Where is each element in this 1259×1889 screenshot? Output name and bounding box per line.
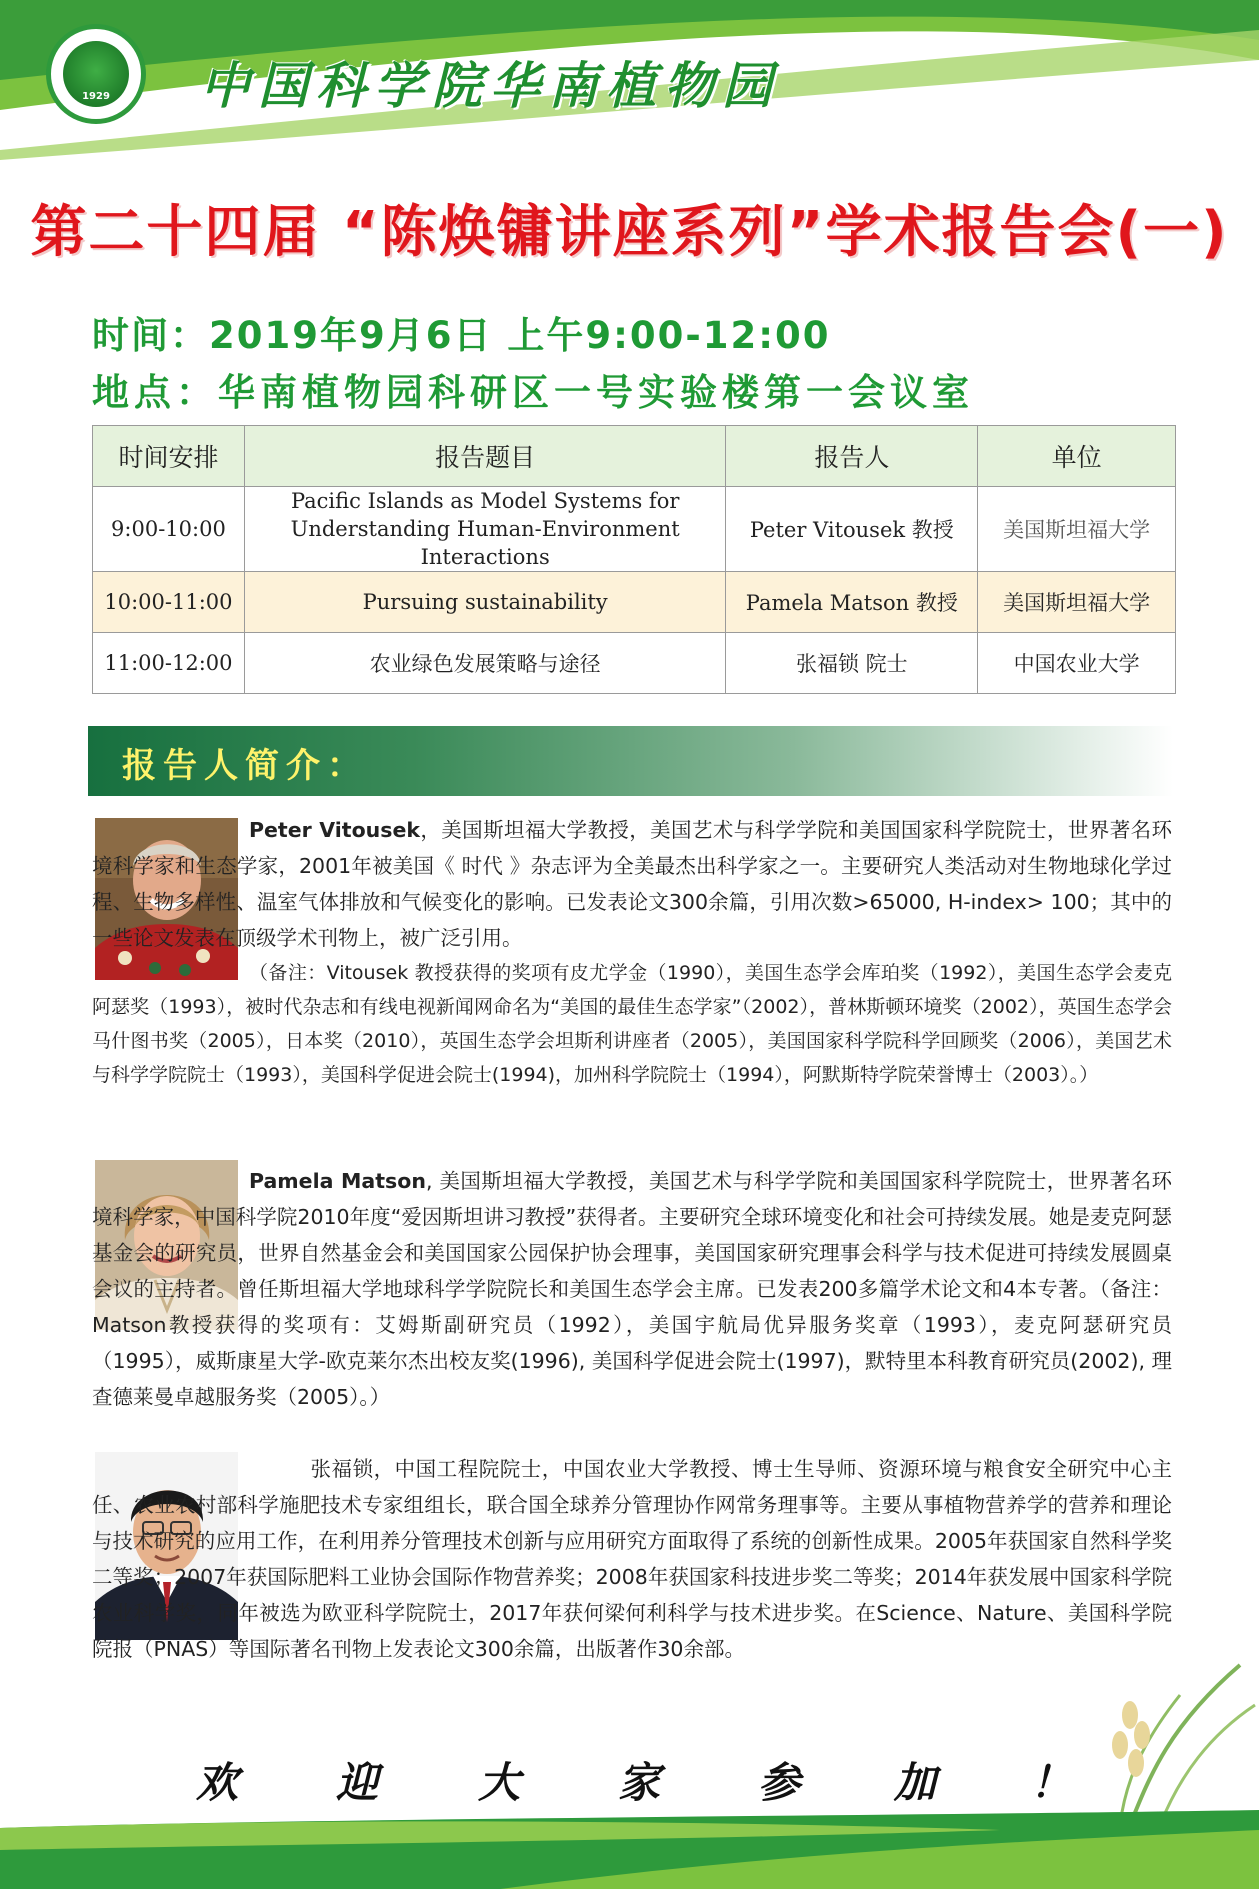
bio-section-title: 报告人简介：: [122, 746, 368, 786]
garden-logo: [46, 24, 146, 124]
topic-line: Understanding Human-Environment Interactions: [290, 517, 680, 569]
bio-vitousek: [92, 812, 1172, 1092]
footer-banner: [0, 1810, 1259, 1889]
welcome-char: 迎: [336, 1758, 379, 1807]
welcome-char: 大: [478, 1758, 521, 1807]
topic-line: Pacific Islands as Model Systems for: [290, 489, 680, 513]
welcome-char: 参: [758, 1758, 801, 1807]
welcome-message: [0, 1750, 1259, 1810]
welcome-char: 加: [894, 1758, 937, 1807]
cell-time: 11:00-12:00: [93, 633, 245, 694]
event-title: 第二十四届 “陈焕镛讲座系列”学术报告会(一): [30, 200, 1229, 265]
bio-note: （备注：Vitousek 教授获得的奖项有皮尤学金（1990），美国生态学会库珀奖（1992），美国生态学会麦克阿瑟奖（1993），被时代杂志和有线电视新闻网命名为“美国的最佳生态学家”（2002），普林斯顿环境奖（2002），英国生态学会马什图书奖（2005），日本奖（2010），英国生态学会坦斯利讲座者（2005），美国国家科学院科学回顾奖（2006），美国艺术与科学学院院士（1993），美国科学促进会院士(1994)，加州科学院院士（1994），阿默斯特学院荣誉博士（2003）。）: [92, 962, 1172, 1086]
bio-name: Peter Vitousek: [249, 818, 421, 842]
welcome-char: 欢: [196, 1758, 239, 1807]
event-time: 时间：2019年9月6日 上午9:00-12:00: [92, 314, 831, 357]
cell-speaker: Peter Vitousek 教授: [726, 487, 978, 572]
logo-year: 1929: [82, 91, 110, 102]
header-topic: 报告题目: [244, 426, 726, 487]
bio-text: , 美国斯坦福大学教授，美国艺术与科学学院和美国国家科学院院士，世界著名环境科学家，中国科学院2010年度“爱因斯坦讲习教授”获得者。主要研究全球环境变化和社会可持续发展。她是麦克阿瑟基金会的研究员，世界自然基金会和美国国家公园保护协会理事，美国国家研究理事会科学与技术促进可持续发展圆桌会议的主持者。曾任斯坦福大学地球科学学院院长和美国生态学会主席。已发表200多篇学术论文和4本专著。（备注：Matson教授获得的奖项有：艾姆斯副研究员（1992），美国宇航局优异服务奖章（1993），麦克阿瑟研究员（1995），威斯康星大学-欧克莱尔杰出校友奖(1996), 美国科学促进会院士(1997)，默特里本科教育研究员(2002), 理查德莱曼卓越服务奖（2005）。）: [92, 1169, 1173, 1409]
welcome-char: ！: [1030, 1758, 1073, 1807]
bio-text: ，美国斯坦福大学教授，美国艺术与科学学院和美国国家科学院院士，世界著名环境科学家和生态学家，2001年被美国《 时代 》杂志评为全美最杰出科学家之一。主要研究人类活动对生物地球化学过程、生物多样性、温室气体排放和气候变化的影响。已发表论文300余篇，引用次数>65000, H-index> 100；其中的一些论文发表在顶级学术刊物上，被广泛引用。: [92, 818, 1172, 950]
cell-unit: 美国斯坦福大学: [978, 487, 1176, 572]
bio-zhang: [92, 1451, 1172, 1667]
bio-section-banner: [88, 726, 1173, 796]
cell-unit: 美国斯坦福大学: [978, 572, 1176, 633]
cell-speaker: Pamela Matson 教授: [726, 572, 978, 633]
header-time: 时间安排: [93, 426, 245, 487]
table-row: [93, 487, 1176, 572]
cell-time: 9:00-10:00: [93, 487, 245, 572]
table-row: [93, 633, 1176, 694]
welcome-char: 家: [618, 1758, 661, 1807]
header-unit: 单位: [978, 426, 1176, 487]
cell-topic: [244, 487, 726, 572]
cell-unit: 中国农业大学: [978, 633, 1176, 694]
cell-time: 10:00-11:00: [93, 572, 245, 633]
table-row: [93, 572, 1176, 633]
organization-name: 中国科学院华南植物园: [200, 56, 780, 115]
event-place: 地点：华南植物园科研区一号实验楼第一会议室: [92, 371, 974, 414]
bio-matson: [92, 1163, 1172, 1415]
cell-topic: 农业绿色发展策略与途径: [244, 633, 726, 694]
cell-topic: Pursuing sustainability: [244, 572, 726, 633]
header-banner: [0, 0, 1259, 160]
table-header-row: [93, 426, 1176, 487]
header-speaker: 报告人: [726, 426, 978, 487]
cell-speaker: 张福锁 院士: [726, 633, 978, 694]
bio-text: 张福锁，中国工程院院士，中国农业大学教授、博士生导师、资源环境与粮食安全研究中心主任、农业农村部科学施肥技术专家组组长，联合国全球养分管理协作网常务理事等。主要从事植物营养学的营养和理论与技术研究的应用工作，在利用养分管理技术创新与应用研究方面取得了系统的创新性成果。2005年获国家自然科学奖二等奖；2007年获国际肥料工业协会国际作物营养奖；2008年获国家科技进步奖二等奖；2014年获发展中国家科学院农业科学奖，同年被选为欧亚科学院院士，2017年获何梁何利科学与技术进步奖。在Science、Nature、美国科学院院报（PNAS）等国际著名刊物上发表论文300余篇，出版著作30余部。: [92, 1457, 1172, 1661]
bio-name: Pamela Matson: [249, 1169, 426, 1193]
schedule-table: [92, 425, 1176, 694]
